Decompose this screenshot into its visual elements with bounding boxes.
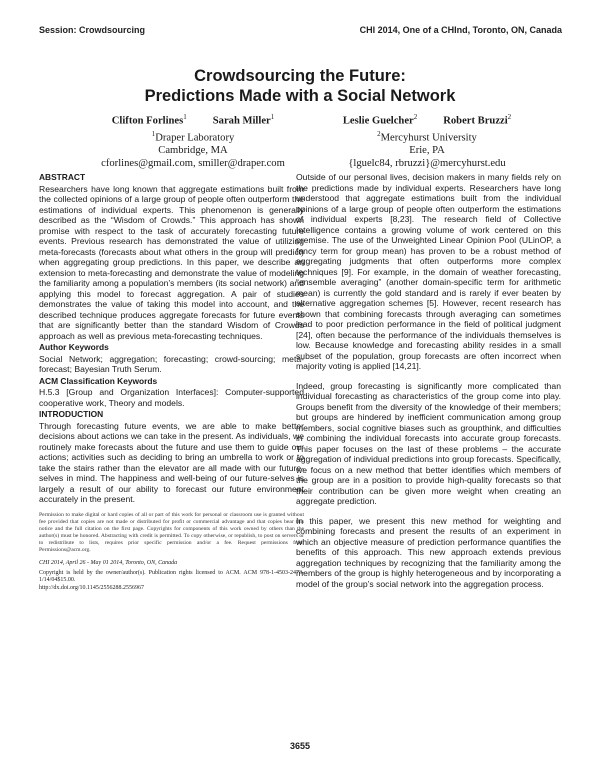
introduction-text: Through forecasting future events, we are able to make better decisions about actions we can take in the present. As individuals, we routinely make forecasts about the future and use them to guide our actions; activities such as deciding to bring an umbrella to work or to take the stairs rather than the elevator are all made with our future-selves in mind. The happiness and well-being of our future-selves is largely a result of our ability to forecast our future environment accurately in the present.: [39, 420, 304, 504]
emails: cforlines@gmail.com, smiller@draper.com: [101, 158, 285, 170]
title-line-2: Predictions Made with a Social Network: [144, 87, 456, 105]
acm-text: H.5.3 [Group and Organization Interfaces]: Computer-supported cooperative work, Theory and models.: [39, 387, 304, 408]
affiliation: $^2$Mercyhurst University: [377, 129, 477, 144]
emails: {lguelc84, rbruzzi}@mercyhurst.edu: [348, 158, 506, 170]
keywords-heading: Author Keywords: [39, 342, 109, 352]
author-group-right: [312, 111, 542, 170]
copyright-text: Copyright is held by the owner/author(s). Publication rights licensed to ACM. ACM 978-1-4503-2473-1/14/04$15.00.: [39, 569, 304, 583]
conference-line: CHI 2014, April 26 - May 01 2014, Toronto, ON, Canada: [39, 559, 178, 566]
copyright-notice: [39, 570, 304, 593]
affiliation: $^1$Draper Laboratory: [151, 129, 235, 144]
author-name: Clifton Forlines$^1$: [111, 113, 187, 127]
location: Erie, PA: [409, 145, 445, 157]
body-paragraph: Outside of our personal lives, decision makers in many fields rely on the predictions made by individual experts. Researchers have long understood that aggregate estimations built from the individual opinions of a large group of people often outperform the estimations of individual experts [8,23]. The research field of Collective Intelligence contains a growing volume of work centered on this premise. The use of the Unweighted Linear Opinion Pool (ULinOP, a fancy term for group mean) has proven to be a robust method of aggregating judgments that often outperforms more complex techniques [9]. For example, in the domain of weather forecasting, “ensemble averaging” (another domain-specific term for arithmetic mean) is currently the gold standard and is rarely if ever beaten by alternative aggregation schemes [5]. However, recent research has shown that combining forecasts through averaging can sometimes lead to poor prediction performance in the field of political judgment [24], often because the performance of the individuals themselves is low. Because knowledge and forecasting ability resides in a small subset of the population, group forecasts are often incorrect when majority voting is applied [14,21].: [296, 172, 561, 371]
body-paragraph: In this paper, we present this new method for weighting and combining forecasts and present the results of an experiment in which an objective measure of prediction performance quantifies the benefits of this approach. This new approach extends previous aggregation techniques by recognizing that the familiarity among the members of the group is highly heterogeneous and by incorporating a model of the group’s social network into the aggregation process.: [296, 515, 561, 589]
introduction-heading: INTRODUCTION: [39, 409, 104, 419]
author-name: Sarah Miller$^1$: [212, 113, 275, 127]
acm-heading: ACM Classification Keywords: [39, 375, 158, 386]
author-group-left: [88, 111, 298, 170]
author-block: [0, 111, 600, 171]
paper-title: [0, 66, 600, 106]
location: Cambridge, MA: [158, 145, 228, 157]
author-name: Robert Bruzzi$^2$: [443, 113, 512, 127]
title-line-1: Crowdsourcing the Future:: [194, 67, 406, 85]
body-paragraph: Indeed, group forecasting is significantly more complicated than individual forecasting as characteristics of the group come into play. Groups benefit from the diversity of the knowledge of their members; but groups are hindered by inefficient communication among group members, social cognitive biases such as groupthink, and difficulties in combining the individual forecasts into accurate group forecasts. This paper focuses on the last of these problems – the accurate aggregation of individual predictions into group forecasts. Specifically, we focus on a new method that better identifies which members of the group are in a position to provide high-quality forecasts so that their contribution can be given more weight when creating an aggregate prediction.: [296, 380, 561, 506]
abstract-heading: ABSTRACT: [39, 172, 86, 182]
header-session: Session: Crowdsourcing: [39, 25, 146, 35]
right-column: [296, 172, 561, 590]
author-name: Leslie Guelcher$^2$: [342, 113, 418, 127]
permission-notice: Permission to make digital or hard copies of all or part of this work for personal or classroom use is granted without fee provided that copies are not made or distributed for profit or commercial advantage and that copies bear this notice and the full citation on the first page. Copyrights for components of this work owned by others than the author(s) must be honored. Abstracting with credit is permitted. To copy otherwise, or republish, to post on servers or to redistribute to lists, requires prior specific permission and/or a fee. Request permissions from Permissions@acm.org.: [39, 511, 304, 553]
page-number: 3655: [289, 741, 311, 751]
header-conference: CHI 2014, One of a CHInd, Toronto, ON, Canada: [359, 25, 562, 35]
left-column: [39, 172, 304, 593]
abstract-text: Researchers have long known that aggregate estimations built from the collected opinions of a large group of people often outperform the estimations of individual experts. This phenomenon is generally described as the “Wisdom of Crowds.” This approach has shown promise with respect to the task of accurately forecasting future events. Previous research has demonstrated the value of utilizing meta-forecasts (forecasts about what others in the group will predict) when aggregating group predictions. In this paper, we describe an extension to meta-forecasting and demonstrate the value of modeling the familiarity among a population’s members (its social network) and applying this model to forecast aggregation. A pair of studies demonstrates the value of taking this model into account, and the described technique produces aggregate forecasts for future events that are significantly better than the standard Wisdom of Crowds approach as well as previous meta-forecasting techniques.: [39, 183, 304, 341]
doi-link[interactable]: http://dx.doi.org/10.1145/2556288.2556967: [39, 584, 145, 591]
keywords-text: Social Network; aggregation; forecasting; crowd-sourcing; meta-forecast; Bayesian Truth Serum.: [39, 353, 304, 374]
